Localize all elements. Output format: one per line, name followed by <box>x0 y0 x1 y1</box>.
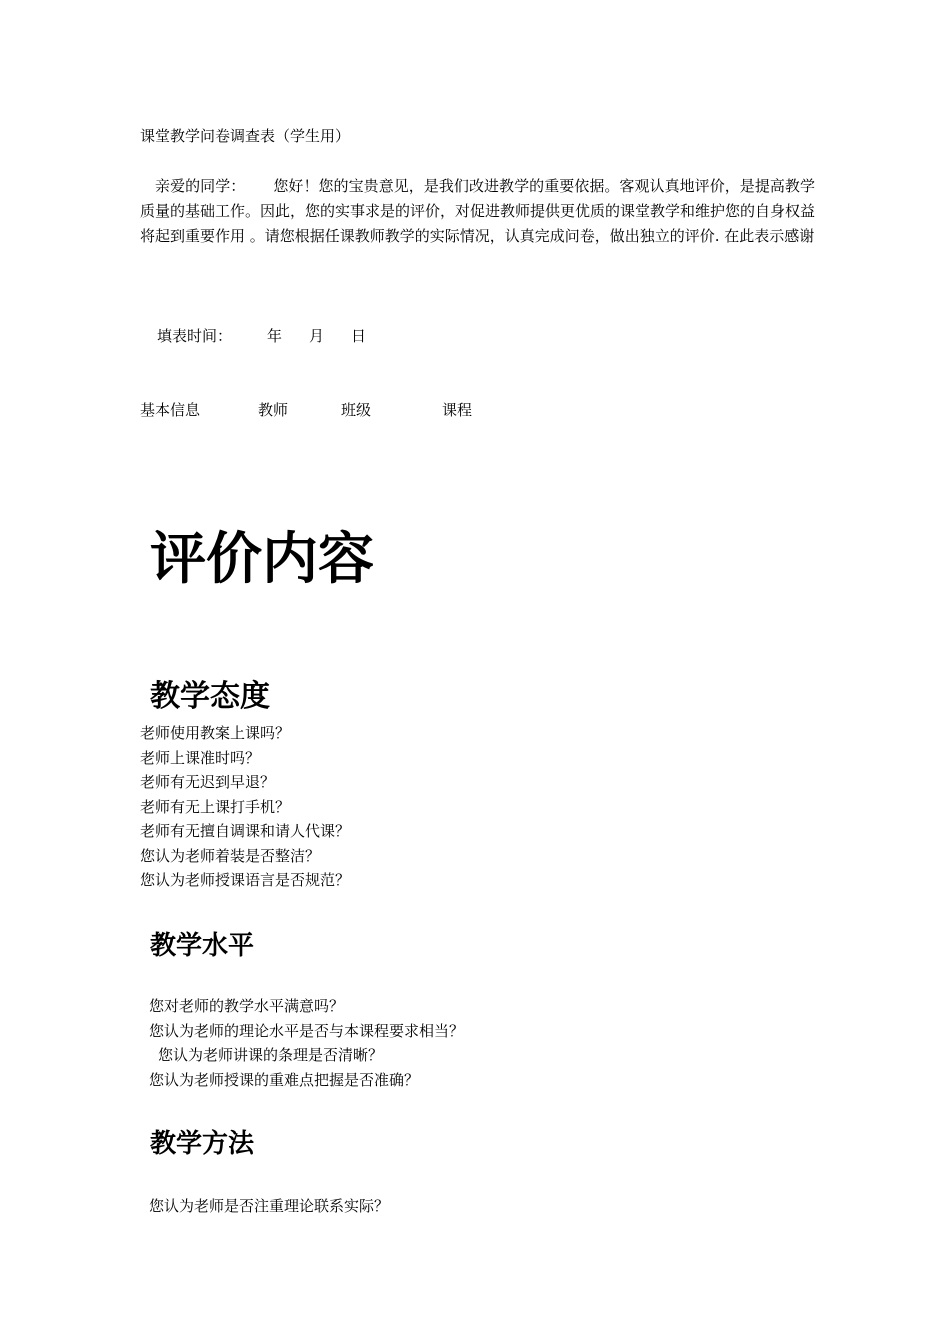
question-item: 您认为老师着装是否整洁？ <box>140 846 321 865</box>
question-item: 老师有无迟到早退？ <box>140 773 276 791</box>
basic-info-row <box>140 399 540 421</box>
fill-time-month: 月 <box>309 327 325 345</box>
intro-paragraph <box>140 174 815 249</box>
question-item: 您认为老师授课的重难点把握是否准确？ <box>149 1070 420 1089</box>
section-heading-method: 教学方法 <box>150 1129 255 1159</box>
class-label: 班级 <box>341 401 372 419</box>
question-item: 您认为老师的理论水平是否与本课程要求相当？ <box>149 1021 465 1040</box>
question-list-method <box>149 1194 389 1219</box>
teacher-label: 教师 <box>258 401 289 419</box>
question-item: 老师有无上课打手机？ <box>140 797 291 816</box>
intro-text: 您好！您的宝贵意见，是我们改进教学的重要依据。客观认真地评价，是提高教学质量的基础工作。因此，您的实事求是的评价，对促进教师提供更优质的课堂教学和维护您的自身权益将起到重要作用 。请您根据任课教师教学的实际情况，认真完成问卷，做出独立的评价. 在此表示感谢 <box>140 177 816 245</box>
greeting-text: 亲爱的同学： <box>155 177 246 195</box>
question-list-attitude <box>140 721 350 893</box>
fill-time-label: 填表时间： <box>157 327 233 345</box>
question-item: 您认为老师授课语言是否规范？ <box>140 871 351 889</box>
question-item: 老师使用教案上课吗？ <box>140 724 291 742</box>
question-item: 您认为老师是否注重理论联系实际？ <box>149 1197 390 1215</box>
question-list-level <box>149 994 464 1092</box>
question-item: 您认为老师讲课的条理是否清晰？ <box>158 1046 384 1064</box>
section-heading-attitude: 教学态度 <box>150 679 270 714</box>
document-title: 课堂教学问卷调查表（学生用） <box>140 127 351 145</box>
fill-time-year: 年 <box>267 327 283 345</box>
evaluation-heading: 评价内容 <box>150 527 374 592</box>
question-item: 您对老师的教学水平满意吗？ <box>149 997 345 1015</box>
course-label: 课程 <box>442 401 473 419</box>
fill-time-day: 日 <box>351 327 367 345</box>
fill-time-row <box>157 325 366 347</box>
section-heading-level: 教学水平 <box>150 931 255 961</box>
basic-info-label: 基本信息 <box>140 401 201 419</box>
question-item: 老师上课准时吗？ <box>140 748 261 767</box>
question-item: 老师有无擅自调课和请人代课？ <box>140 822 351 840</box>
